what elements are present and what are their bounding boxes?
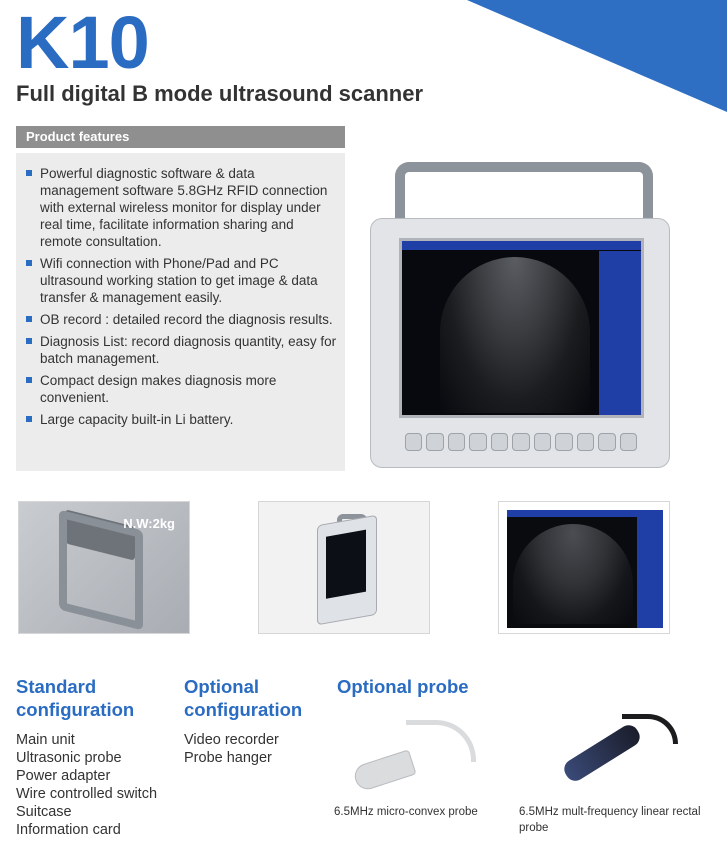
- freeze-key-icon: [620, 433, 637, 451]
- scan-status-bar: [507, 510, 663, 517]
- optional-config-title: Optional configuration: [184, 676, 303, 720]
- device-handle: [395, 162, 653, 226]
- probe-head: [351, 749, 416, 792]
- key-icon: [426, 433, 443, 451]
- list-item: Wire controlled switch: [16, 786, 158, 802]
- probe2-caption: 6.5MHz mult-frequency linear rectal probe: [519, 806, 701, 834]
- thumbnail-stand-view: [18, 501, 190, 634]
- key-icon: [491, 433, 508, 451]
- list-item: Ultrasonic probe: [16, 750, 122, 766]
- device-screen: [399, 238, 644, 418]
- product-subtitle: Full digital B mode ultrasound scanner: [16, 81, 424, 106]
- key-icon: [512, 433, 529, 451]
- feature-item: Large capacity built-in Li battery.: [24, 411, 337, 428]
- list-item: Main unit: [16, 732, 75, 748]
- features-header: [16, 126, 345, 148]
- standard-config-title: Standard configuration: [16, 676, 135, 720]
- key-icon: [598, 433, 615, 451]
- list-item: Power adapter: [16, 768, 111, 784]
- scan-side-panel: [637, 517, 663, 628]
- list-item: Information card: [16, 822, 121, 838]
- standard-config-list: [16, 731, 157, 839]
- features-list: [24, 165, 337, 428]
- key-icon: [448, 433, 465, 451]
- feature-item: Wifi connection with Phone/Pad and PC ultrasound working station to get image & data transfer & management easily.: [24, 255, 337, 306]
- features-panel: [16, 153, 345, 471]
- weight-label: N.W:2kg: [123, 516, 175, 531]
- model-title: K10: [16, 1, 149, 84]
- screen-side-panel: [599, 251, 641, 418]
- mini-device-screen: [326, 530, 366, 599]
- rectal-probe-image: [556, 712, 686, 802]
- features-title: Product features: [26, 129, 130, 144]
- key-icon: [534, 433, 551, 451]
- scan-fan: [513, 524, 633, 624]
- ultrasound-image: [507, 510, 663, 628]
- optional-config-list: [184, 731, 279, 767]
- feature-item: Powerful diagnostic software & data management software 5.8GHz RFID connection with external wireless monitor for display under real time, facilitate information sharing and remote consultation.: [24, 165, 337, 250]
- screen-status-bar: [402, 241, 641, 250]
- feature-item: Diagnosis List: record diagnosis quantity, easy for batch management.: [24, 333, 337, 367]
- thumbnail-side-view: [258, 501, 430, 634]
- corner-decoration: [467, 0, 727, 112]
- device-body: [370, 218, 670, 468]
- probe-head: [561, 721, 644, 784]
- device-keypad: [405, 429, 637, 454]
- device-image: [370, 162, 670, 468]
- power-key-icon: [405, 433, 422, 451]
- micro-convex-probe-image: [346, 720, 486, 800]
- list-item: Probe hanger: [184, 750, 272, 766]
- feature-item: Compact design makes diagnosis more convenient.: [24, 372, 337, 406]
- key-icon: [469, 433, 486, 451]
- key-icon: [555, 433, 572, 451]
- ultrasound-scan-image: [440, 257, 590, 413]
- mini-device: [317, 515, 377, 626]
- thumbnail-scan-image: [498, 501, 670, 634]
- list-item: Video recorder: [184, 732, 279, 748]
- feature-item: OB record : detailed record the diagnosis results.: [24, 311, 337, 328]
- probe-cable: [406, 720, 476, 762]
- key-icon: [577, 433, 594, 451]
- probe1-caption: 6.5MHz micro-convex probe: [334, 806, 478, 818]
- list-item: Suitcase: [16, 804, 72, 820]
- optional-probe-title: Optional probe: [337, 676, 469, 697]
